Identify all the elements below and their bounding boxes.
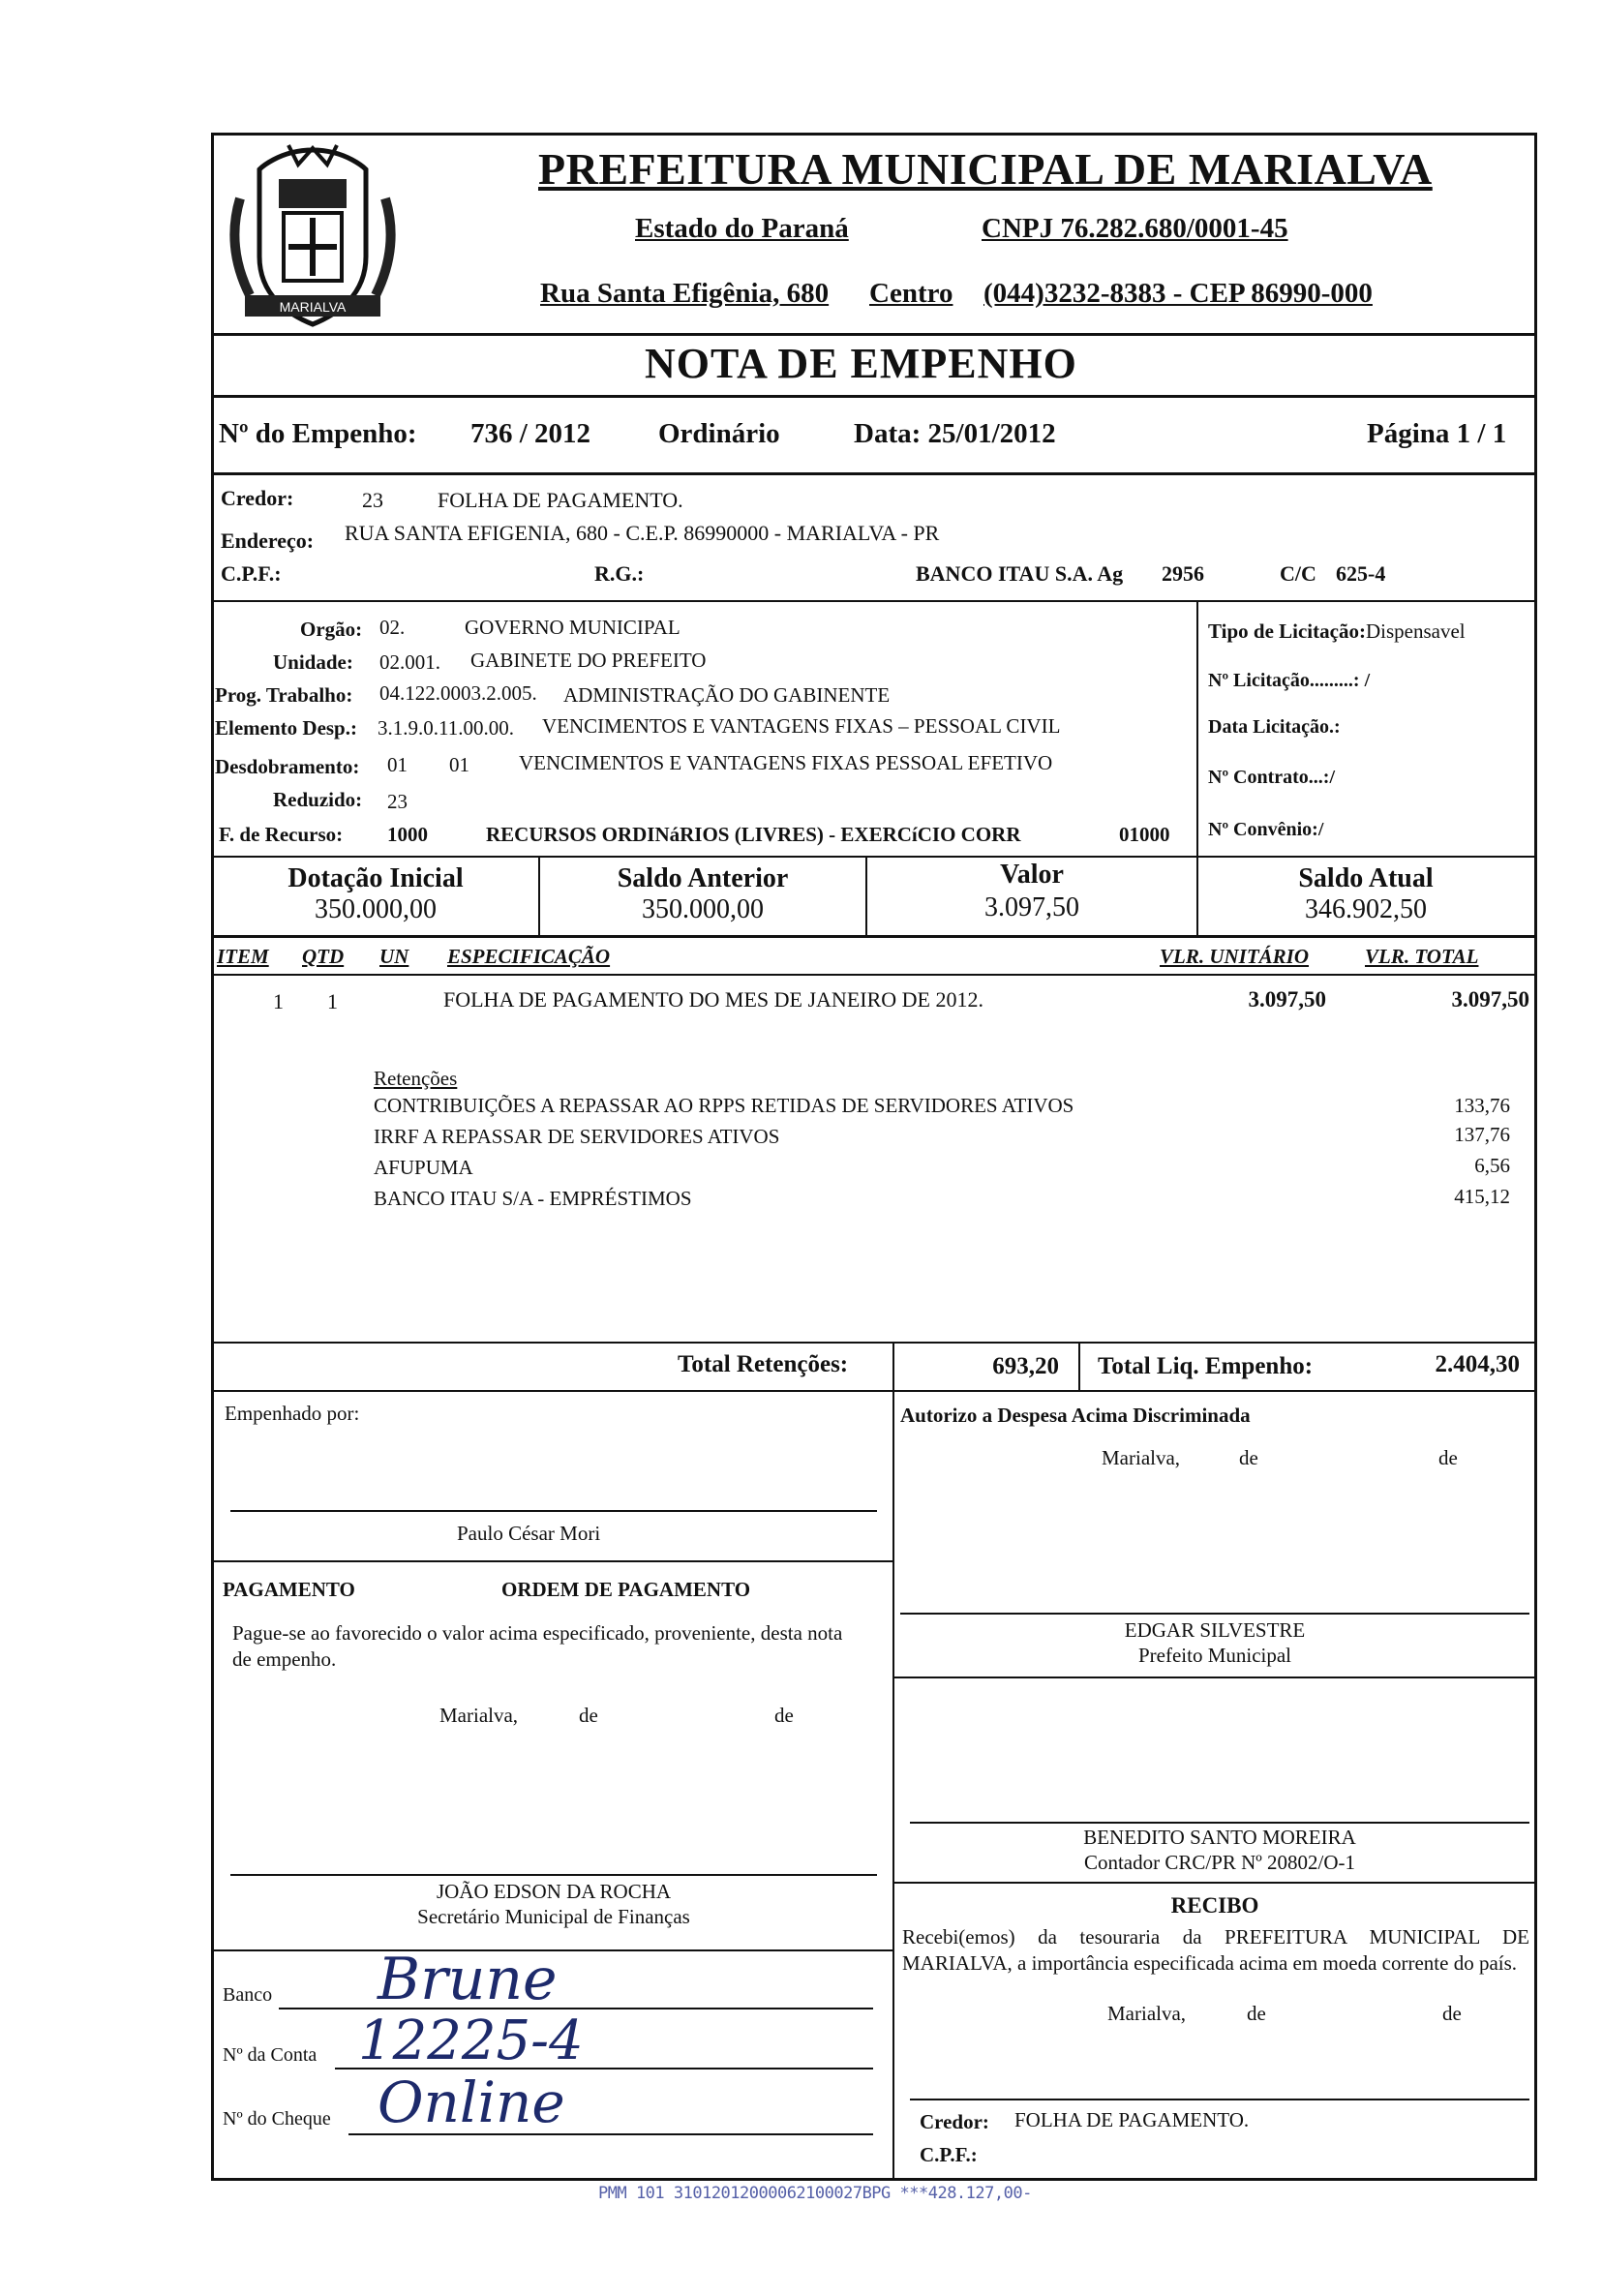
desdob-label: Desdobramento: — [215, 755, 360, 778]
phone-cep: (044)3232-8383 - CEP 86990-000 — [983, 278, 1373, 309]
contador-name: BENEDITO SANTO MOREIRA — [1083, 1826, 1356, 1849]
recibo-de-1: de — [1247, 2002, 1266, 2025]
col-especificacao: ESPECIFICAÇÃO — [447, 945, 611, 968]
empenho-number-label: Nº do Empenho: — [219, 418, 417, 449]
autorizo-de-2: de — [1438, 1446, 1458, 1469]
endereco-value: RUA SANTA EFIGENIA, 680 - C.E.P. 86990000 - MARIALVA - PR — [345, 521, 940, 545]
recibo-city: Marialva, — [1107, 2002, 1187, 2025]
recibo-title: RECIBO — [1170, 1893, 1259, 1918]
retencao-desc: AFUPUMA — [374, 1156, 473, 1179]
document-title: NOTA DE EMPENHO — [645, 340, 1077, 387]
municipal-crest — [221, 140, 405, 334]
saldo-anterior-label: Saldo Anterior — [617, 863, 789, 893]
empenho-date: Data: 25/01/2012 — [854, 418, 1056, 449]
bank-name: BANCO ITAU S.A. Ag — [916, 561, 1124, 586]
retencao-value: 133,76 — [1454, 1094, 1510, 1117]
prog-name: ADMINISTRAÇÃO DO GABINENTE — [563, 683, 891, 707]
retencao-value: 415,12 — [1454, 1185, 1510, 1208]
recurso-number: 01000 — [1119, 823, 1170, 846]
unidade-name: GABINETE DO PREFEITO — [470, 649, 707, 672]
conta-label: Nº da Conta — [223, 2044, 318, 2066]
retencao-value: 6,56 — [1474, 1154, 1510, 1177]
licitacao-numero: Nº Licitação.........: / — [1208, 670, 1371, 691]
row-total: 3.097,50 — [1451, 987, 1529, 1012]
retencao-value: 137,76 — [1454, 1123, 1510, 1146]
recibo-de-2: de — [1442, 2002, 1462, 2025]
prog-code: 04.122.0003.2.005. — [379, 681, 537, 705]
empenho-number: 736 / 2012 — [470, 418, 591, 449]
pague-text: Pague-se ao favorecido o valor acima especificado, proveniente, desta nota de empenho. — [232, 1621, 843, 1671]
desdob-name: VENCIMENTOS E VANTAGENS FIXAS PESSOAL EFETIVO — [519, 751, 1053, 774]
row-desc: FOLHA DE PAGAMENTO DO MES DE JANEIRO DE 2012. — [443, 987, 983, 1012]
secretario-name: JOÃO EDSON DA ROCHA — [436, 1880, 672, 1903]
orgao-label: Orgão: — [300, 618, 363, 641]
desdob-a: 01 — [387, 753, 408, 776]
ordem-pagamento-label: ORDEM DE PAGAMENTO — [501, 1578, 751, 1601]
col-item: ITEM — [217, 945, 269, 968]
recurso-label: F. de Recurso: — [219, 823, 344, 846]
row-item: 1 — [273, 989, 284, 1013]
dotacao-value: 350.000,00 — [315, 894, 437, 924]
state-name: Estado do Paraná — [635, 213, 849, 244]
elemento-label: Elemento Desp.: — [215, 716, 357, 740]
licitacao-convenio: Nº Convênio:/ — [1208, 819, 1324, 840]
col-qtd: QTD — [302, 945, 345, 968]
cheque-label: Nº do Cheque — [223, 2108, 331, 2130]
reduzido-label: Reduzido: — [273, 788, 363, 811]
licitacao-data: Data Licitação.: — [1208, 716, 1341, 738]
autorizo-label: Autorizo a Despesa Acima Discriminada — [900, 1404, 1251, 1427]
orgao-name: GOVERNO MUNICIPAL — [465, 616, 681, 639]
authentication-stamp: PMM 101 31012012000062100027BPG ***428.127,00- — [598, 2184, 1032, 2203]
unidade-label: Unidade: — [273, 650, 353, 674]
elemento-code: 3.1.9.0.11.00.00. — [378, 716, 514, 740]
cpf-label: C.P.F.: — [221, 561, 282, 586]
row-qtd: 1 — [327, 989, 338, 1013]
valor-value: 3.097,50 — [984, 892, 1079, 922]
banco-label: Banco — [223, 1984, 273, 2006]
conta-handwritten: 12225-4 — [358, 2009, 584, 2072]
contador-cargo: Contador CRC/PR Nº 20802/O-1 — [1083, 1851, 1356, 1874]
retencao-desc: CONTRIBUIÇÕES A REPASSAR AO RPPS RETIDAS DE SERVIDORES ATIVOS — [374, 1094, 1074, 1117]
endereco-label: Endereço: — [221, 529, 315, 553]
municipality-title: PREFEITURA MUNICIPAL DE MARIALVA — [538, 144, 1433, 194]
bank-agency: 2956 — [1162, 561, 1204, 586]
licitacao-contrato: Nº Contrato...:/ — [1208, 767, 1336, 788]
col-vlr-unitario: VLR. UNITÁRIO — [1160, 945, 1310, 968]
col-vlr-total: VLR. TOTAL — [1365, 945, 1479, 968]
page-number: Página 1 / 1 — [1367, 418, 1507, 449]
unidade-code: 02.001. — [379, 650, 440, 674]
empenhado-por-label: Empenhado por: — [225, 1402, 360, 1425]
recurso-name: RECURSOS ORDINáRIOS (LIVRES) - EXERCíCIO CORR — [486, 823, 1021, 846]
pague-de-1: de — [579, 1704, 598, 1727]
cheque-handwritten: Online — [378, 2069, 565, 2135]
recibo-credor-label: Credor: — [920, 2110, 989, 2133]
pagamento-label: PAGAMENTO — [223, 1578, 355, 1601]
pague-de-2: de — [774, 1704, 794, 1727]
recibo-credor-value: FOLHA DE PAGAMENTO. — [1014, 2108, 1250, 2131]
elemento-name: VENCIMENTOS E VANTAGENS FIXAS – PESSOAL CIVIL — [542, 714, 1061, 738]
autorizo-de-1: de — [1239, 1446, 1258, 1469]
recibo-text: Recebi(emos) da tesouraria da PREFEITURA MUNICIPAL DE MARIALVA, a importância especificada acima em moeda corrente do país. — [902, 1925, 1529, 1975]
total-liquido-value: 2.404,30 — [1435, 1351, 1520, 1377]
saldo-atual-value: 346.902,50 — [1305, 894, 1427, 924]
credor-code: 23 — [362, 488, 383, 512]
cnpj: CNPJ 76.282.680/0001-45 — [982, 213, 1288, 244]
cc-value: 625-4 — [1336, 561, 1386, 586]
credor-label: Credor: — [221, 486, 294, 510]
recurso-code: 1000 — [387, 823, 428, 846]
recibo-cpf-label: C.P.F.: — [920, 2143, 978, 2166]
prefeito-cargo: Prefeito Municipal — [1137, 1644, 1292, 1667]
licitacao-tipo-value: Dispensavel — [1365, 619, 1466, 643]
pague-city: Marialva, — [439, 1704, 519, 1727]
autorizo-city: Marialva, — [1102, 1446, 1181, 1469]
valor-label: Valor — [1000, 860, 1064, 890]
row-unit: 3.097,50 — [1248, 987, 1326, 1012]
retencao-desc: BANCO ITAU S/A - EMPRÉSTIMOS — [374, 1187, 692, 1210]
rg-label: R.G.: — [594, 561, 645, 586]
empenho-type: Ordinário — [658, 418, 780, 449]
licitacao-tipo-label: Tipo de Licitação:Dispensavel — [1208, 619, 1466, 643]
saldo-atual-label: Saldo Atual — [1298, 863, 1434, 893]
col-un: UN — [379, 945, 409, 968]
district: Centro — [869, 278, 953, 309]
orgao-code: 02. — [379, 616, 406, 639]
total-retencoes-value: 693,20 — [992, 1353, 1059, 1379]
credor-name: FOLHA DE PAGAMENTO. — [438, 488, 683, 512]
desdob-b: 01 — [449, 753, 469, 776]
cc-label: C/C — [1280, 561, 1316, 586]
retencao-desc: IRRF A REPASSAR DE SERVIDORES ATIVOS — [374, 1125, 780, 1148]
total-liquido-label: Total Liq. Empenho: — [1098, 1353, 1314, 1379]
crest-motto: MARIALVA — [279, 299, 347, 315]
dotacao-label: Dotação Inicial — [287, 863, 464, 893]
banco-handwritten: Brune — [378, 1946, 558, 2013]
empenhado-por-name: Paulo César Mori — [457, 1522, 601, 1545]
secretario-cargo: Secretário Municipal de Finanças — [417, 1905, 690, 1928]
saldo-anterior-value: 350.000,00 — [642, 894, 764, 924]
prefeito-name: EDGAR SILVESTRE — [1124, 1618, 1306, 1642]
reduzido-value: 23 — [387, 790, 408, 813]
total-retencoes-label: Total Retenções: — [678, 1351, 849, 1377]
retencoes-title: Retenções — [374, 1067, 458, 1090]
prog-label: Prog. Trabalho: — [215, 683, 353, 707]
street-address: Rua Santa Efigênia, 680 — [540, 278, 830, 309]
